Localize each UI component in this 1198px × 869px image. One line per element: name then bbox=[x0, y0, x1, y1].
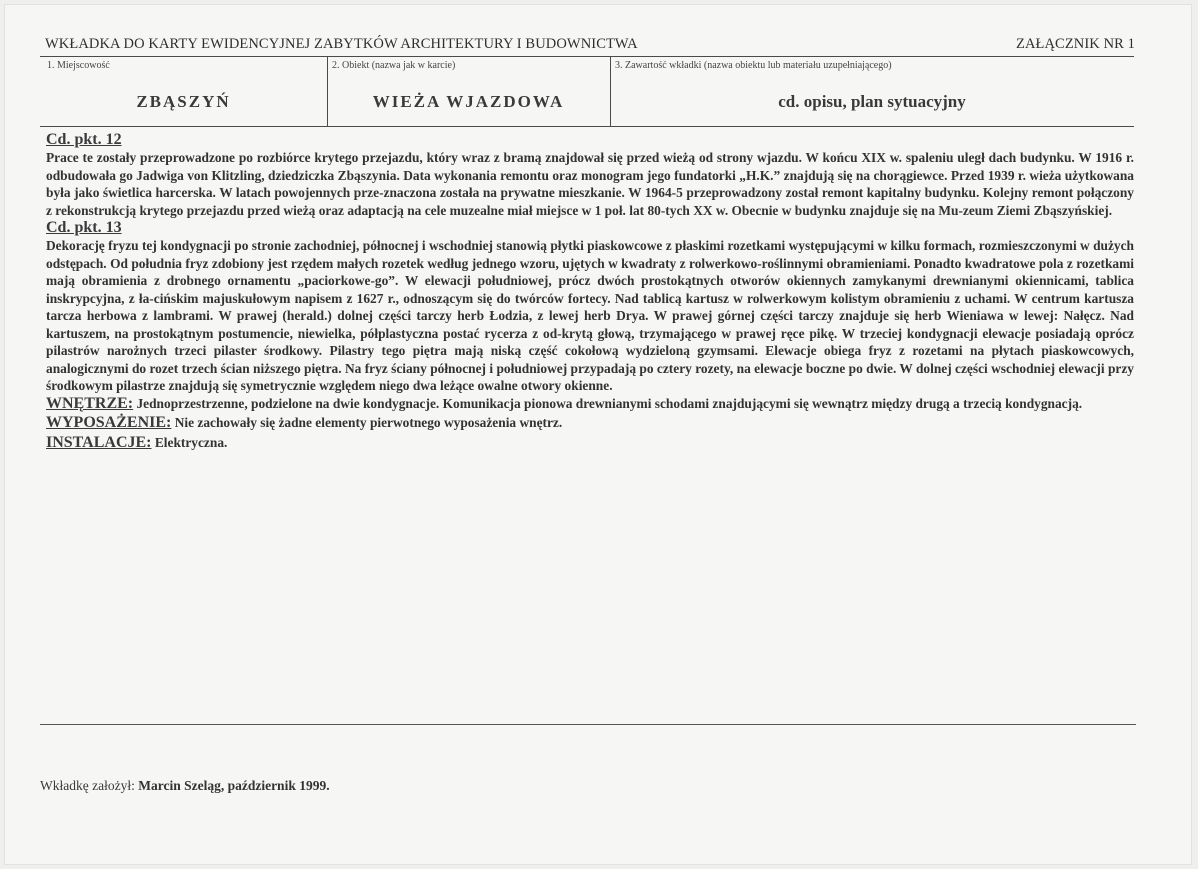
header-bottom-rule bbox=[40, 126, 1134, 127]
footer-author: Marcin Szeląg, październik 1999. bbox=[138, 778, 330, 793]
object-value: WIEŻA WJAZDOWA bbox=[372, 92, 565, 111]
form-title: WKŁADKA DO KARTY EWIDENCYJNEJ ZABYTKÓW ARCHITEKTURY I BUDOWNICTWA bbox=[45, 36, 638, 52]
installations-heading: INSTALACJE: bbox=[46, 433, 152, 451]
interior-text: Jednoprzestrzenne, podzielone na dwie kondygnacje. Komunikacja pionowa drewnianymi schodami znajdującymi się wewnątrz między drugą a trzecią kondygnacją. bbox=[133, 395, 1083, 411]
locality-label: 1. Miejscowość bbox=[47, 60, 110, 71]
furnishings-paragraph bbox=[46, 414, 1134, 432]
installations-paragraph bbox=[46, 434, 1134, 452]
section-12-heading: Cd. pkt. 12 bbox=[46, 131, 122, 148]
contents-label: 3. Zawartość wkładki (nazwa obiektu lub materiału uzupełniającego) bbox=[615, 60, 892, 71]
description-body bbox=[46, 131, 1134, 451]
interior-paragraph bbox=[46, 395, 1134, 413]
footer-rule bbox=[40, 724, 1136, 725]
header-top-rule bbox=[40, 56, 1134, 57]
interior-heading: WNĘTRZE: bbox=[46, 394, 134, 412]
object-label: 2. Obiekt (nazwa jak w karcie) bbox=[332, 60, 456, 71]
header-row bbox=[45, 36, 1135, 53]
section-13-heading: Cd. pkt. 13 bbox=[46, 219, 122, 236]
furnishings-text: Nie zachowały się żadne elementy pierwotnego wyposażenia wnętrz. bbox=[171, 415, 563, 430]
furnishings-heading: WYPOSAŻENIE: bbox=[46, 414, 172, 431]
contents-value: cd. opisu, plan sytuacyjny bbox=[778, 92, 966, 111]
section-12-text: Prace te zostały przeprowadzone po rozbiórce krytego przejazdu, który wraz z bramą znajdował się przed wieżą od strony wjazdu. W końcu XIX w. spaleniu uległ dach budynku. W 1916 r. odbudowała go Jadwiga von Klitzling, dziedziczka Zbąszynia. Data wykonania remontu oraz monogram jego fundatorki „H.K.” znajdują się na chorągiewce. Przed 1939 r. wieża użytkowana była jako świetlica harcerska. W latach powojennych prze-znaczona została na prywatne mieszkanie. W 1964-5 przeprowadzony został remont kapitalny budynku. Kolejny remont połączony z rekonstrukcją krytego przejazdu przed wieżą oraz adaptacją na cele muzealne miał miejsce w 1 poł. lat 80-tych XX w. Obecnie w budynku znajduje się na Mu-zeum Ziemi Zbąszyńskiej. bbox=[46, 150, 1134, 218]
attachment-number: ZAŁĄCZNIK NR 1 bbox=[1016, 36, 1135, 52]
footer-prefix: Wkładkę założył: bbox=[40, 778, 139, 793]
locality-value: ZBĄSZYŃ bbox=[136, 92, 231, 111]
installations-text: Elektryczna. bbox=[151, 434, 228, 450]
section-13-text: Dekorację fryzu tej kondygnacji po stronie zachodniej, północnej i wschodniej stanowią płytki piaskowcowe z płaskimi rozetkami występującymi w kilku formach, rozmieszczonymi w dużych odstępach. Od południa fryz zdobiony jest rzędem małych rozetek według jednego wzoru, ujętych w kwadraty z rolwerkowo-roślinnymi obramieniami. Ponadto kwadratowe pola z rozetkami mają obramienia z drobnego ornamentu „paciorkowe-go”. W elewacji południowej, prócz dwóch prostokątnych otworów okiennych zamykanymi drewnianymi okiennicami, tablica inskrypcyjna, z ła-cińskim majuskułowym napisem z 1627 r., odnoszącym się do twórców fortecy. Nad tablicą kartusz w rolwerkowym kolistym obramieniu z uchami. W centrum kartusza tarcza herbowa z lambrami. W prawej (herald.) dolnej części tarczy herb Łodzia, z lewej herb Drya. W prawej górnej części tarczy znajduje się herb Wieniawa w lewej: Nałęcz. Nad kartuszem, na prostokątnym postumencie, niewielka, półplastyczna postać rycerza z od-krytą głową, trzymającego w prawej ręce pikę. W trzeciej kondygnacji elewacje posiadają oprócz pilastrów narożnych trzeci pilaster środkowy. Pilastry tego piętra mają niską część cokołową wydzieloną gzymsami. Elewacje obiega fryz z rozetami na płytach piaskowcowych, analogicznymi do rozet trzech ścian niższego piętra. Na fryz ściany północnej i południowej przypadają po cztery rozety, na elewacje boczne po dwie. W dolnej części wschodniej elewacji przy środkowym pilastrze znajdują się symetrycznie względem niego dwa leżące owalne otwory okienne. bbox=[46, 238, 1134, 393]
footer-credit bbox=[40, 778, 330, 794]
